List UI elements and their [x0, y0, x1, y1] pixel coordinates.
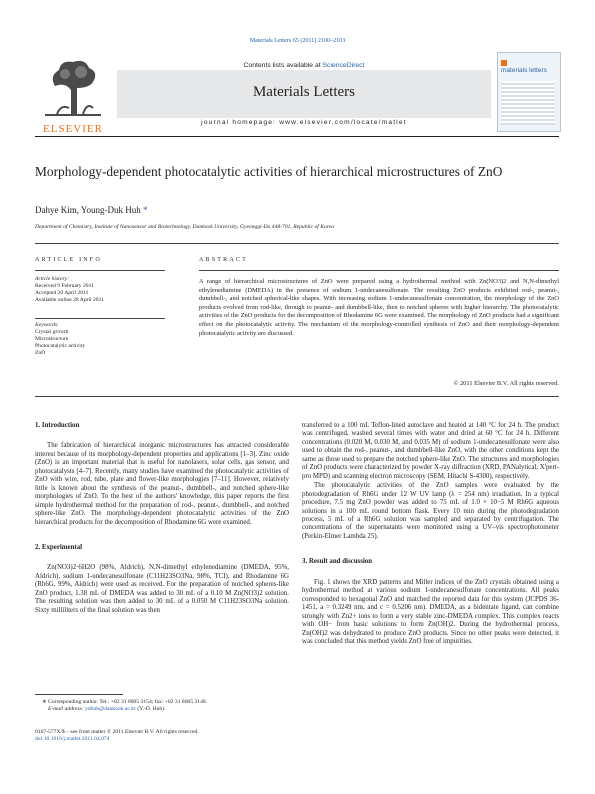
history-accepted: Accepted 20 April 2011 — [35, 290, 89, 296]
email-label: E-mail address: — [48, 706, 86, 712]
keyword-item: Microstructure — [35, 336, 69, 342]
right-column — [302, 422, 559, 646]
article-history — [35, 276, 165, 304]
journal-title: Materials Letters — [252, 84, 356, 100]
history-received: Received 9 February 2011 — [35, 283, 94, 289]
intro-heading: 1. Introduction — [35, 422, 80, 429]
abstract-bottom-rule — [35, 396, 559, 397]
keywords-label: Keywords: — [35, 322, 60, 328]
experimental-heading: 2. Experimental — [35, 543, 83, 551]
affiliation: Department of Chemistry, Institute of Nanosensor and Biotechnology, Dankook University, Gyeonggi-Do 448-701, Republic of Korea — [35, 224, 335, 230]
publisher-name: ELSEVIER — [43, 123, 103, 135]
affiliation-rule — [35, 243, 559, 244]
cover-band — [501, 60, 507, 66]
keyword-item: Crystal growth — [35, 329, 69, 335]
contents-line — [117, 62, 491, 69]
contents-prefix: Contents lists available at — [243, 62, 323, 69]
abstract-heading: ABSTRACT — [199, 257, 248, 263]
article-info-rule — [35, 270, 165, 271]
abstract-text: A range of hierarchical microstructures of ZnO were prepared using a hydrothermal method with Zn(NO3)2 and N,N-dimethyl ethylenediamine (DMEDA) in the presence of sodium 1-undecanesulfonate. The resulting ZnO products exhibited rod-, peanut-, dumbbell-, and notched spherical-like shapes. With increasing sodium 1-undecanesulfonate concentration, the morphology of the ZnO products evolved from rod-like, through to peanut- and dumbbell-like, then to notched spheres with higher hierarchy. The photocatalytic activities of the ZnO products for the decomposition of Rhodamine 6G were examined. The morphology of ZnO products had a significant effect on the photocatalytic activity. The mechanism of the morphology-controlled synthesis of ZnO and their morphology-dependent photocatalytic activity are discussed. — [199, 278, 559, 337]
author-line — [35, 205, 148, 215]
masthead-rule — [35, 136, 559, 137]
article-title: Morphology-dependent photocatalytic activities of hierarchical microstructures of ZnO — [35, 164, 503, 179]
email-footnote — [42, 706, 292, 713]
article-info-heading: ARTICLE INFO — [35, 257, 102, 263]
front-matter — [35, 729, 295, 743]
homepage-prefix: journal homepage: — [201, 119, 280, 126]
abstract-copyright: © 2011 Elsevier B.V. All rights reserved. — [453, 380, 559, 387]
journal-cover — [497, 52, 561, 132]
journal-citation[interactable]: Materials Letters 65 (2011) 2100–2103 — [249, 38, 346, 44]
email-suffix: (Y.-D. Huh). — [135, 706, 166, 712]
history-online: Available online 28 April 2011 — [35, 297, 104, 303]
author-names: Dahye Kim, Young-Duk Huh — [35, 205, 141, 215]
cover-title: materials letters — [501, 67, 547, 74]
experimental-paragraph: Zn(NO3)2·6H2O (98%, Aldrich), N,N-dimethyl ethylenediamine (DMEDA, 95%, Aldrich), sodium 1-undecanesulfonate (C11H23SO3Na, 98%, TCI), and Rhodamine 6G (Rh6G, 99%, Aldrich) were used as received. For the preparation of notched spheres-like ZnO product, 1.38 mL of DMEDA was added to 30 mL of a 0.10 M Zn(NO3)2 solution. The resulting solution was then added to 30 mL of a 0.050 M C11H23SO3Na solution. Sixty milliliters of the final solution was then — [35, 564, 289, 614]
corresponding-author-mark[interactable]: * — [143, 205, 148, 215]
footnote — [42, 699, 292, 713]
sciencedirect-link[interactable]: ScienceDirect — [322, 62, 365, 69]
doi-link[interactable]: doi:10.1016/j.matlet.2011.04.074 — [35, 736, 110, 742]
footnote-rule — [35, 694, 123, 695]
keyword-item: Photocatalytic activity — [35, 343, 86, 349]
corresponding-footnote: ∗ Corresponding author. Tel.: +82 31 8005 3154; fax: +82 31 8005 3148. — [42, 699, 208, 705]
results-paragraph: Fig. 1 shows the XRD patterns and Miller indices of the ZnO crystals obtained using a hydrothermal method at various sodium 1-undecanesulfonate concentrations. All peaks corresponded to hexagonal ZnO and matched the reported data for this system (JCPDS 36-1451, a = 0.3249 nm, and c = 0.5206 nm). DMEDA, as a bidentate ligand, can combine strongly with Zn2+ ions to form a very stable zinc-DMEDA complex. This complex reacts with OH− from basic solutions to form Zn(OH)2. During the hydrothermal process, Zn(OH)2 was dehydrated to produce ZnO products. Since no other peaks were detected, it was concluded that this method yields ZnO free of impurities. — [302, 578, 559, 645]
left-column — [35, 422, 289, 615]
homepage-link[interactable]: www.elsevier.com/locate/matlet — [279, 119, 407, 126]
cover-lines — [501, 81, 555, 125]
keywords — [35, 322, 165, 357]
intro-paragraph: The fabrication of hierarchical inorganic microstructures has attracted considerable interest because of its morphology-dependent properties and applications [1–3]. Zinc oxide (ZnO) is an important material that is useful for nanolasers, solar cells, gas sensor, and photocatalysts [4–7]. Recently, many studies have examined the photocatalytic activities of ZnO with wire, rod, tube, plate and flower-like morphologies [7–11]. However, relatively little is known about the synthesis of the peanut-, dumbbell-, and notched sphere-like morphologies of ZnO. To the best of the authors' knowledge, this paper reports the first simple hydrothermal method for the preparation of rod-, peanut-, dumbbell-, and notched sphere-like ZnO. The morphology-dependent photocatalytic activities of the ZnO hierarchical products for the decomposition of Rhodamine 6G were examined. — [35, 442, 289, 526]
methods-paragraph: transferred to a 100 mL Teflon-lined autoclave and heated at 140 °C for 24 h. The product was centrifuged, washed several times with water and dried at 60 °C for 24 h. Different concentrations (0.020 M, 0.030 M, and 0.035 M) of sodium 1-undecanesulfonate were also used to obtain the rod-, peanut-, and dumbbell-like ZnO, with the other conditions kept the same as those used to prepare the notched sphere-like ZnO. The structures and morphologies of ZnO products were characterized by powder X-ray diffraction (XRD, PANalytical, X'pert-pro MPD) and scanning electron microscopy (SEM, Hitachi S-4300), respectively. — [302, 422, 559, 480]
email-link[interactable]: ydhuh@dankook.ac.kr — [85, 706, 136, 712]
keywords-rule — [35, 318, 165, 319]
keyword-item: ZnO — [35, 350, 46, 356]
elsevier-tree-icon — [35, 52, 111, 118]
elsevier-logo — [35, 52, 111, 135]
journal-homepage — [117, 119, 491, 126]
photocatalysis-paragraph: The photocatalytic activities of the ZnO samples were evaluated by the photodegradation of Rh6G under 12 W UV lamp (λ = 254 nm) irradiation. In a typical procedure, 7.5 mg ZnO powder was added to 75 mL of 1.0 × 10−5 M Rh6G aqueous solutions in a 100 mL round bottom flask. Every 10 min during the photodegradation process, 5 mL of a Rh6G solution was sampled and separated by centrifugation. The concentrations of the supernatants were monitored using a UV–vis spectrophotometer (Perkin-Elmer Lambda 25). — [302, 482, 559, 540]
history-label: Article history: — [35, 276, 70, 282]
issn-line: 0167-577X/$ – see front matter © 2011 Elsevier B.V. All rights reserved. — [35, 729, 199, 735]
results-heading: 3. Result and discussion — [302, 558, 373, 566]
abstract-rule — [199, 270, 559, 271]
